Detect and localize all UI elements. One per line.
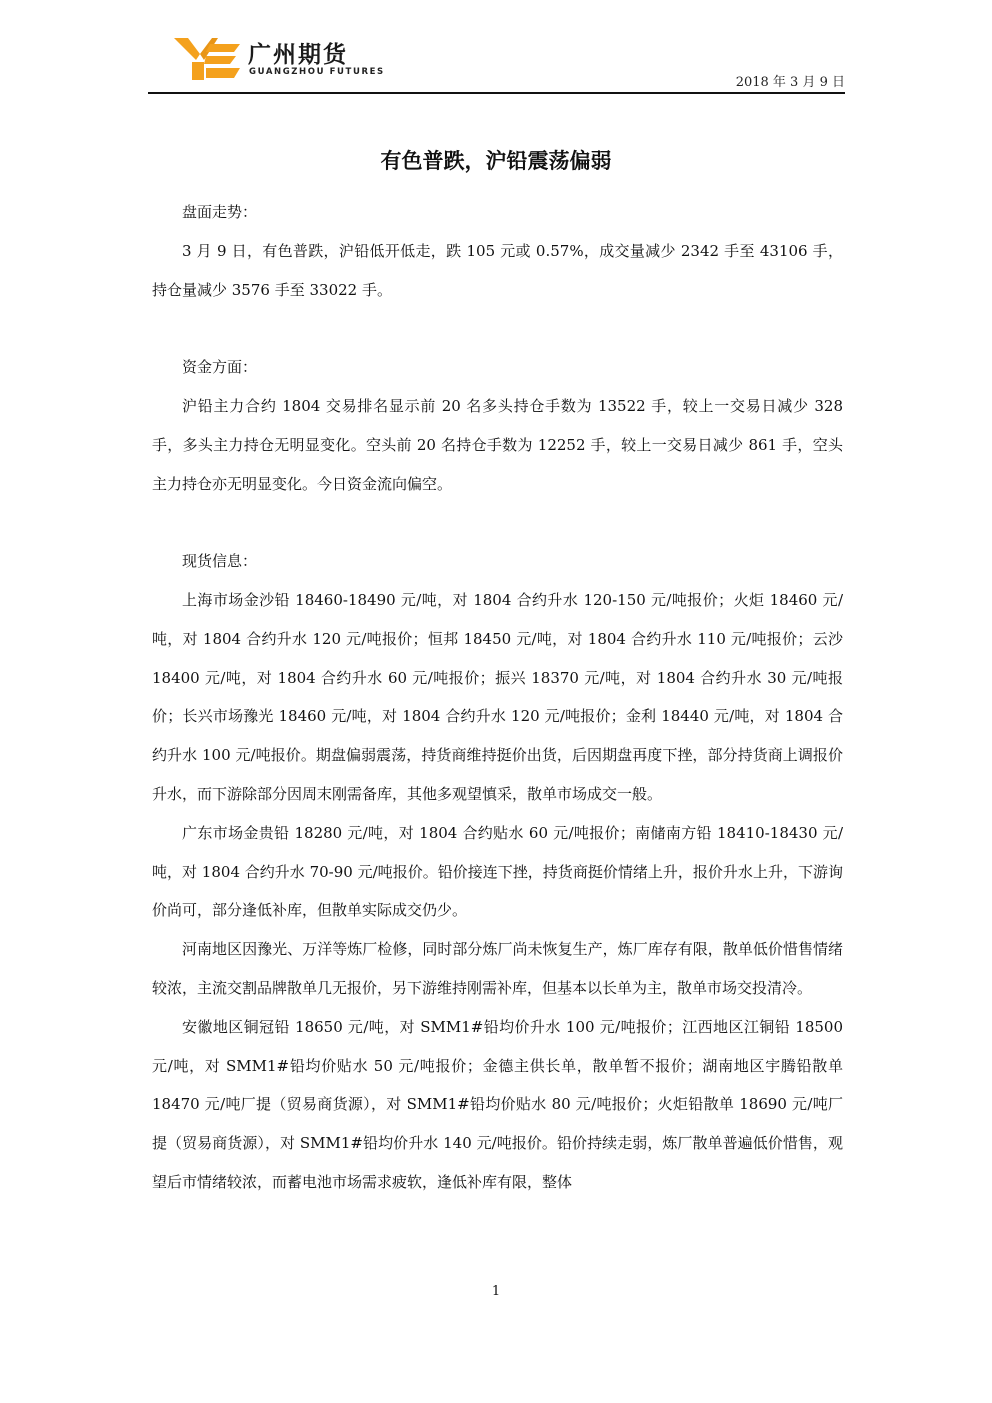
guangzhou-futures-logo-icon — [174, 38, 240, 80]
logo-chinese-text: 广州期货 — [248, 42, 348, 68]
report-title: 有色普跌，沪铅震荡偏弱 — [380, 149, 612, 173]
paragraph-capital: 沪铅主力合约 1804 交易排名显示前 20 名多头持仓手数为 13522 手，较上一交易日减少 328 手，多头主力持仓无明显变化。空头前 20 名持仓手数为 12252 手，较上一交易日减少 861 手，空头主力持仓亦无明显变化。今日资金流向偏空。 — [152, 396, 843, 493]
page-number: 1 — [491, 1284, 501, 1299]
report-body — [152, 193, 843, 1202]
section-spacer — [152, 309, 843, 348]
paragraph-spot-guangdong: 广东市场金贵铅 18280 元/吨，对 1804 合约贴水 60 元/吨报价；南储南方铅 18410-18430 元/吨，对 1804 合约升水 70-90 元/吨报价。铅价接连下挫，持货商挺价情绪上升，报价升水上升，下游询价尚可，部分逢低补库，但散单实际成交仍少。 — [152, 823, 843, 920]
section-heading-spot: 现货信息： — [182, 552, 258, 571]
section-heading-market: 盘面走势： — [182, 203, 258, 221]
paragraph-spot-anhui: 安徽地区铜冠铅 18650 元/吨，对 SMM1#铅均价升水 100 元/吨报价；江西地区江铜铅 18500 元/吨，对 SMM1#铅均价贴水 50 元/吨报价；金德主供长单，散单暂不报价；湖南地区宇腾铅散单 18470 元/吨厂提（贸易商货源），对 SMM1#铅均价贴水 80 元/吨报价；火炬铅散单 18690 元/吨厂提（贸易商货源），对 SMM1#铅均价升水 140 元/吨报价。铅价持续走弱，炼厂散单普遍低价惜售，观望后市情绪较浓，而蓄电池市场需求疲软，逢低补库有限，整体 — [152, 1017, 843, 1191]
paragraph-market: 3 月 9 日，有色普跌，沪铅低开低走，跌 105 元或 0.57%，成交量减少 2342 手至 43106 手，持仓量减少 3576 手至 33022 手。 — [152, 241, 843, 299]
header-divider — [148, 92, 845, 94]
paragraph-spot-shanghai: 上海市场金沙铅 18460-18490 元/吨，对 1804 合约升水 120-150 元/吨报价；火炬 18460 元/吨，对 1804 合约升水 120 元/吨报价；恒邦 18450 元/吨，对 1804 合约升水 110 元/吨报价；云沙 18400 元/吨，对 1804 合约升水 60 元/吨报价；振兴 18370 元/吨，对 1804 合约升水 30 元/吨报价；长兴市场豫光 18460 元/吨，对 1804 合约升水 120 元/吨报价；金利 18440 元/吨，对 1804 合约升水 100 元/吨报价。期盘偏弱震荡，持货商维持挺价出货，后因期盘再度下挫，部分持货商上调报价升水，而下游除部分因周末刚需备库，其他多观望慎采，散单市场成交一般。 — [152, 590, 843, 803]
report-date: 2018 年 3 月 9 日 — [735, 75, 845, 90]
section-spacer — [152, 503, 843, 542]
paragraph-spot-henan: 河南地区因豫光、万洋等炼厂检修，同时部分炼厂尚未恢复生产，炼厂库存有限，散单低价惜售情绪较浓，主流交割品牌散单几无报价，另下游维持刚需补库，但基本以长单为主，散单市场交投清冷。 — [152, 940, 843, 997]
page-header — [150, 36, 845, 94]
section-heading-capital: 资金方面： — [182, 358, 258, 377]
logo-english-text: GUANGZHOU FUTURES — [249, 67, 385, 77]
